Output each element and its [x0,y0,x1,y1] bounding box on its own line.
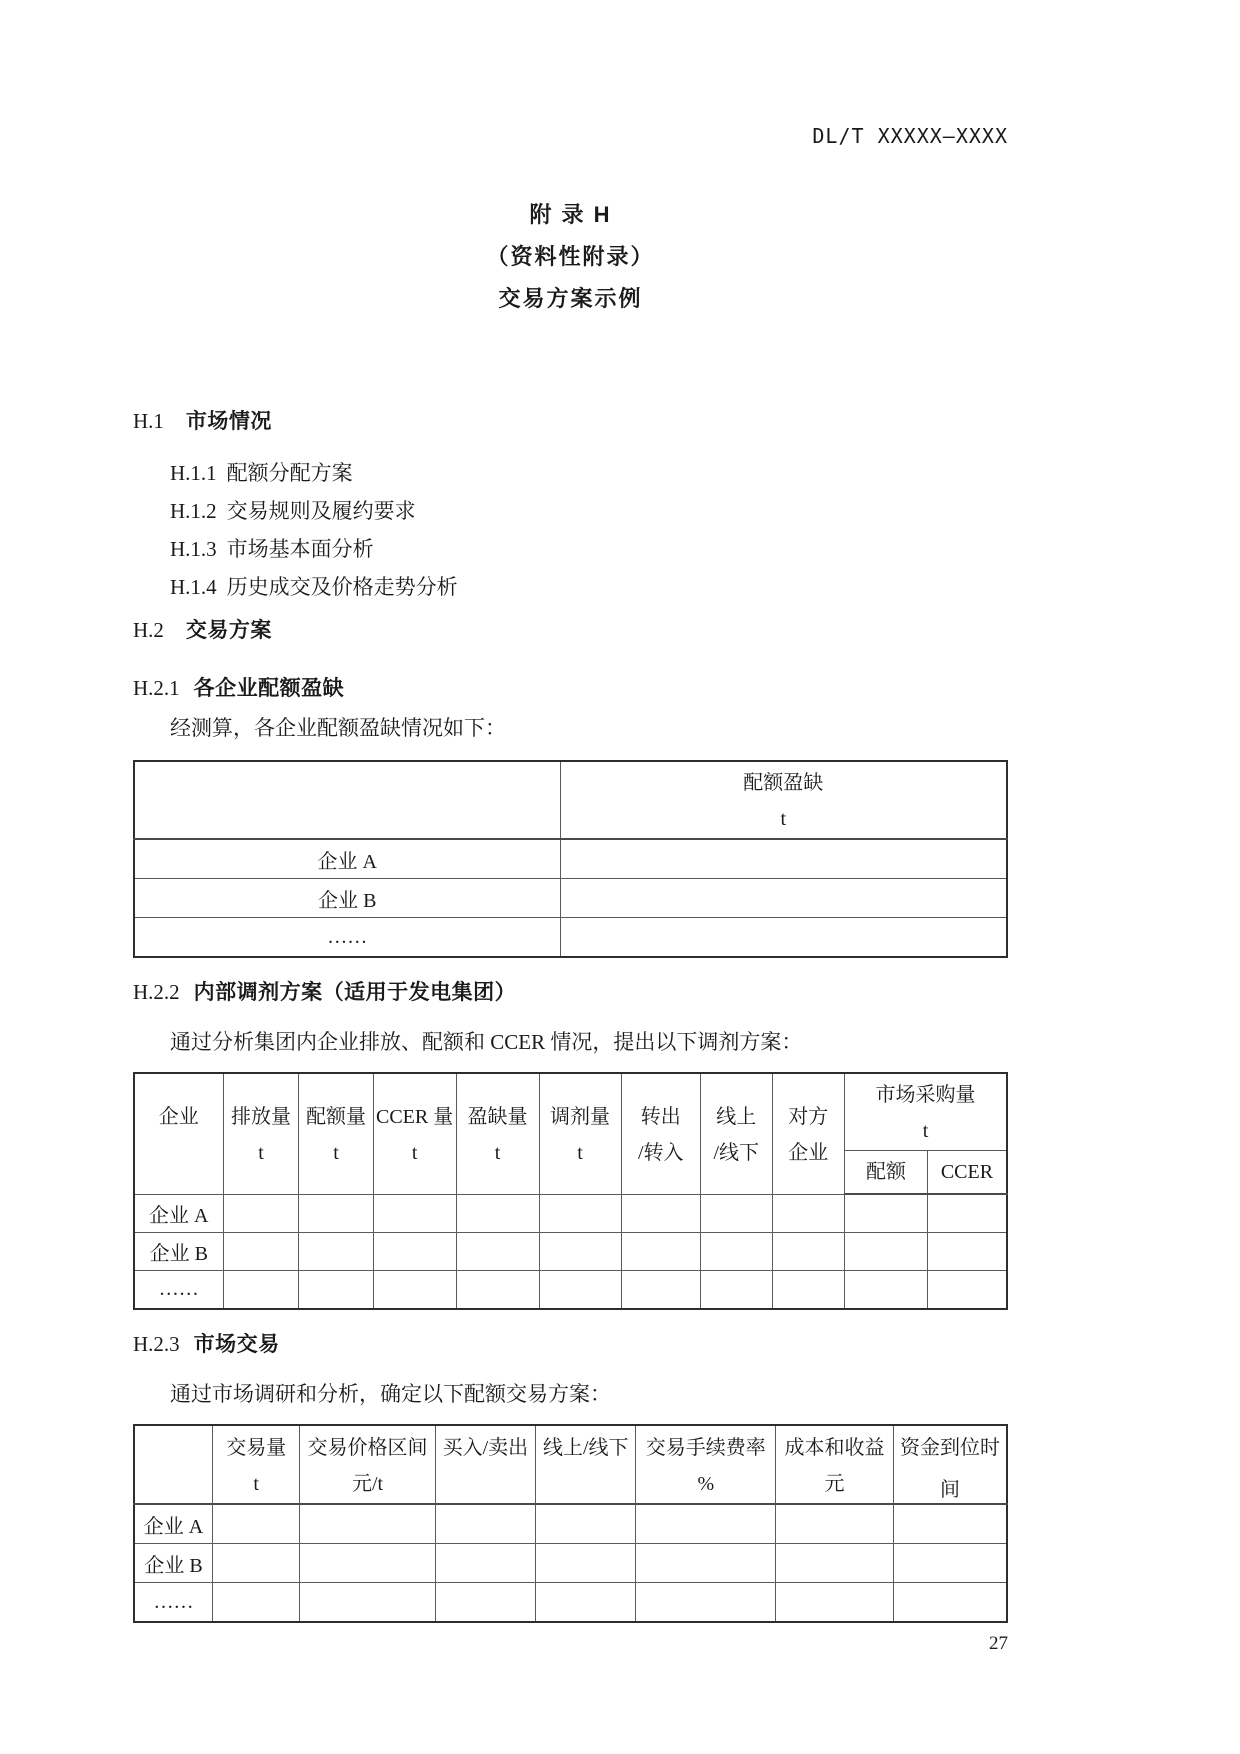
empty-cell [927,1233,1007,1271]
list-item [170,492,1008,530]
empty-cell [539,1271,621,1310]
header-cell-trade-volume [213,1425,300,1504]
empty-cell [536,1504,636,1544]
empty-cell [435,1544,535,1583]
header-unit: t [333,1141,339,1164]
list-item-text: 交易规则及履约要求 [226,499,416,523]
header-label: 买入/卖出 [442,1436,529,1459]
header-label: 企业 [158,1105,199,1128]
header-cell-market-purchase-group [845,1073,1007,1151]
subheader-cell-ccer: CCER [927,1151,1007,1195]
header-cell-counterparty [772,1073,844,1194]
heading-h22-number: H.2.2 [133,980,180,1004]
empty-cell [373,1271,456,1310]
empty-cell [893,1544,1007,1583]
header-label: 线上 [716,1105,757,1128]
heading-h22-title: 内部调剂方案（适用于发电集团） [193,981,517,1004]
page-content [133,0,1008,1657]
empty-cell [927,1271,1007,1310]
empty-cell [636,1583,776,1623]
empty-cell [701,1233,773,1271]
header-label: 交易手续费率 [645,1436,766,1459]
header-cell-ccer [373,1073,456,1194]
header-label: 调剂量 [550,1105,611,1128]
empty-cell [299,1233,373,1271]
empty-cell [223,1194,299,1233]
table-header-row [134,761,1007,839]
header-cell-quota-surplus [560,761,1007,839]
empty-cell [536,1583,636,1623]
header-cell-cost-revenue [776,1425,894,1504]
empty-cell [845,1194,928,1233]
header-label: 资金到位时间 [899,1436,1000,1501]
empty-cell [213,1504,300,1544]
empty-cell [456,1233,539,1271]
heading-h23-number: H.2.3 [133,1332,180,1356]
heading-h21-number: H.2.1 [133,676,180,700]
empty-cell [300,1583,435,1623]
header-unit [135,1469,212,1503]
heading-h21 [133,675,1008,701]
row-label: …… [134,918,560,958]
empty-cell [845,1233,928,1271]
row-label: 企业 B [134,1233,223,1271]
paragraph-h22: 通过分析集团内企业排放、配额和 CCER 情况，提出以下调剂方案： [170,1030,803,1054]
header-unit [135,1138,223,1172]
empty-cell [299,1271,373,1310]
paragraph-h23: 通过市场调研和分析，确定以下配额交易方案： [170,1382,611,1406]
page-number: 27 [989,1633,1008,1654]
header-cell-enterprise [134,1073,223,1194]
empty-cell [536,1544,636,1583]
heading-h22 [133,979,1008,1005]
table-market-trading [133,1424,1008,1623]
header-unit: t [494,1141,501,1164]
list-item-number: H.1.1 [170,461,217,485]
empty-cell [621,1233,700,1271]
appendix-subtitle: （资料性附录） [486,244,655,269]
header-unit: t [922,1120,929,1142]
empty-cell [927,1194,1007,1233]
header-cell-fund-arrival [893,1425,1007,1504]
appendix-title-block [133,194,1008,320]
heading-h2-number: H.2 [133,618,164,642]
empty-cell [772,1194,844,1233]
row-label: …… [134,1271,223,1310]
empty-cell [213,1544,300,1583]
appendix-title: 附 录 H [529,202,612,227]
header-cell-empty [134,1425,213,1504]
empty-cell [435,1583,535,1623]
heading-h23-title: 市场交易 [193,1333,280,1356]
heading-h21-title: 各企业配额盈缺 [193,677,345,700]
list-item-number: H.1.2 [170,499,217,523]
header-cell-fee-rate [636,1425,776,1504]
empty-cell [539,1194,621,1233]
row-label: 企业 A [134,1194,223,1233]
header-unit [436,1469,535,1503]
header-label: 配额量 [306,1105,367,1128]
empty-cell [560,879,1007,918]
list-item [170,454,1008,492]
row-label: 企业 B [134,879,560,918]
list-item-text: 市场基本面分析 [226,537,374,561]
header-unit: 元 [824,1472,845,1495]
header-label: 对方 [788,1105,829,1128]
header-unit: /线下 [713,1141,760,1164]
empty-cell [621,1194,700,1233]
empty-cell [456,1194,539,1233]
table-header-row [134,1425,1007,1504]
doc-number-header: DL/T XXXXX—XXXX [812,124,1008,148]
list-item-text: 配额分配方案 [226,461,353,485]
empty-cell [636,1544,776,1583]
header-unit: t [577,1141,583,1164]
table-row [134,839,1007,879]
list-item-number: H.1.3 [170,537,217,561]
empty-cell [701,1271,773,1310]
header-unit [536,1469,635,1503]
header-unit: 企业 [788,1141,829,1164]
header-cell-surplus-deficit [456,1073,539,1194]
list-item-number: H.1.4 [170,575,217,599]
header-label: CCER 量 [376,1105,454,1128]
row-label: 企业 B [134,1544,213,1583]
heading-h23 [133,1331,1008,1357]
header-unit: t [253,1472,259,1495]
empty-cell [560,918,1007,958]
header-unit: t [780,808,787,830]
empty-cell [456,1271,539,1310]
table-quota-surplus [133,760,1008,958]
empty-cell [560,839,1007,879]
list-item-text: 历史成交及价格走势分析 [226,575,458,599]
empty-cell [701,1194,773,1233]
empty-cell [435,1504,535,1544]
header-label: 市场采购量 [875,1084,976,1106]
table-row [134,1544,1007,1583]
empty-cell [299,1194,373,1233]
heading-h2 [133,617,1008,643]
header-unit: t [411,1141,418,1164]
header-label: 排放量 [231,1105,291,1128]
row-label: 企业 A [134,839,560,879]
empty-cell [845,1271,928,1310]
header-label [135,1427,212,1469]
empty-cell [539,1233,621,1271]
header-cell-emission [223,1073,299,1194]
empty-cell [893,1583,1007,1623]
empty-cell [772,1233,844,1271]
header-label: 配额盈缺 [743,772,824,794]
heading-h1-number: H.1 [133,409,164,433]
empty-cell [213,1583,300,1623]
empty-cell [373,1194,456,1233]
empty-cell [776,1544,894,1583]
table-internal-adjustment [133,1072,1008,1310]
header-cell-transfer [621,1073,700,1194]
header-label: 交易价格区间 [307,1436,428,1459]
empty-cell [621,1271,700,1310]
empty-cell [300,1544,435,1583]
header-unit: t [258,1141,264,1164]
header-cell-empty [134,761,560,839]
empty-cell [772,1271,844,1310]
heading-h1 [133,408,1008,434]
header-cell-price-range [300,1425,435,1504]
empty-cell [636,1504,776,1544]
empty-cell [776,1504,894,1544]
table-row [134,1504,1007,1544]
empty-cell [776,1583,894,1623]
empty-cell [373,1233,456,1271]
table-row [134,918,1007,958]
empty-cell [223,1233,299,1271]
empty-cell [893,1504,1007,1544]
table-row [134,1583,1007,1623]
appendix-caption: 交易方案示例 [498,286,643,311]
heading-h1-title: 市场情况 [185,410,272,433]
header-unit: % [697,1472,715,1495]
header-cell-adjustment [539,1073,621,1194]
paragraph-h21: 经测算，各企业配额盈缺情况如下： [170,716,506,740]
heading-h2-title: 交易方案 [185,619,272,642]
header-label: 转出 [640,1105,681,1128]
header-cell-online-offline [701,1073,773,1194]
header-cell-buy-sell [435,1425,535,1504]
table-header-row [134,1073,1007,1151]
empty-cell [300,1504,435,1544]
list-item [170,568,1008,606]
header-unit: /转入 [638,1141,684,1164]
list-item [170,530,1008,568]
header-label: 盈缺量 [467,1105,528,1128]
row-label: 企业 A [134,1504,213,1544]
table-row [134,879,1007,918]
empty-cell [223,1271,299,1310]
header-label: 成本和收益 [784,1436,885,1459]
table-row [134,1194,1007,1233]
table-row [134,1271,1007,1310]
row-label: …… [134,1583,213,1623]
header-cell-online-offline [536,1425,636,1504]
h1-item-list [133,454,1008,606]
subheader-cell-quota: 配额 [845,1151,928,1195]
header-label: 线上/线下 [542,1436,629,1459]
header-unit: 元/t [351,1472,384,1495]
header-cell-quota [299,1073,373,1194]
table-row [134,1233,1007,1271]
header-label: 交易量 [226,1436,287,1459]
